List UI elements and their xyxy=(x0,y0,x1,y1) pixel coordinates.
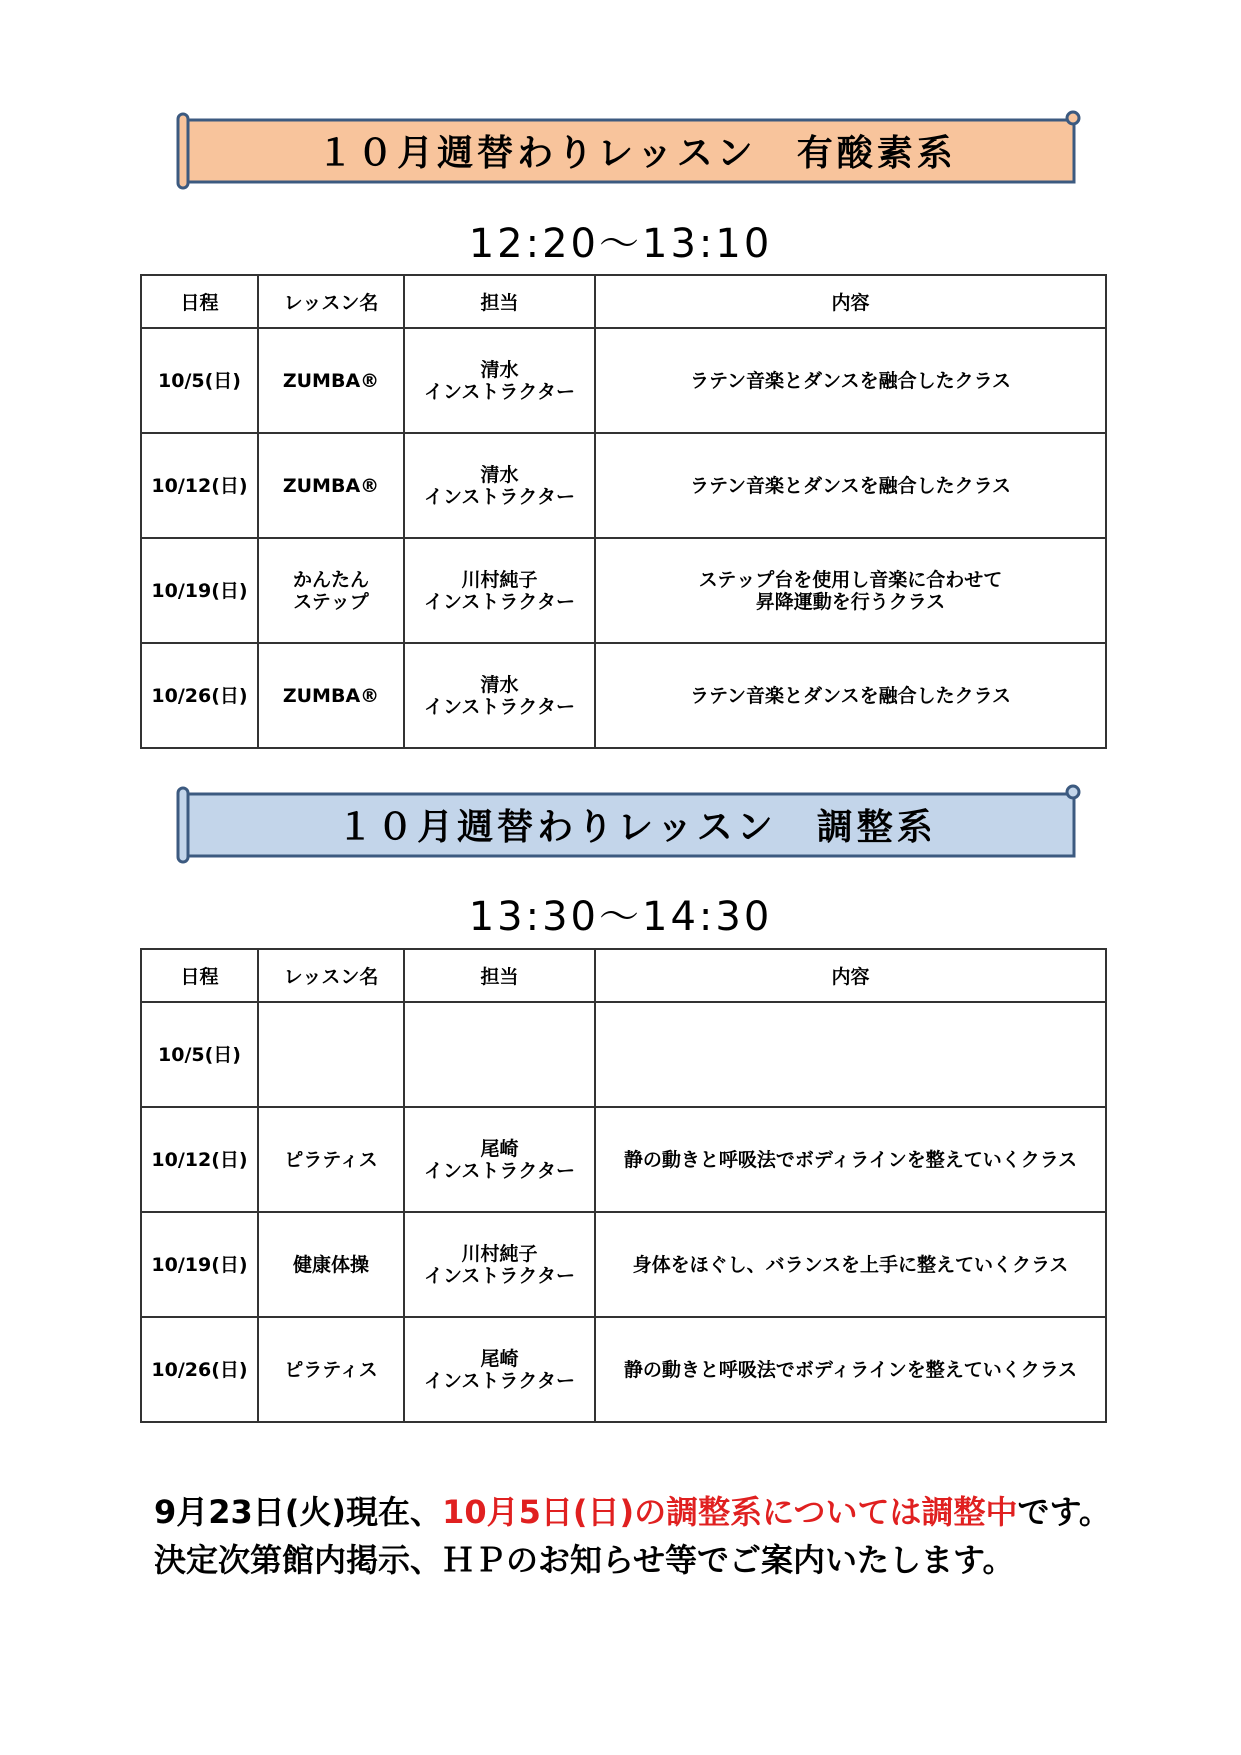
cell-instructor: 尾崎 インストラクター xyxy=(404,1107,595,1212)
notice-line-1: 9月23日(火)現在、10月5日(日)の調整系については調整中です。 xyxy=(154,1493,1111,1531)
header-instructor: 担当 xyxy=(404,275,595,328)
cell-instructor: 清水 インストラクター xyxy=(404,643,595,748)
table-header-row xyxy=(141,949,1106,1002)
cell-instructor: 尾崎 インストラクター xyxy=(404,1317,595,1422)
cell-instructor: 清水 インストラクター xyxy=(404,433,595,538)
time-slot: 12:20～13:10 xyxy=(468,221,773,267)
banner-title: １０月週替わりレッスン 調整系 xyxy=(337,806,937,848)
header-content: 内容 xyxy=(595,949,1106,1002)
cell-instructor: 清水 インストラクター xyxy=(404,328,595,433)
header-content: 内容 xyxy=(595,275,1106,328)
cell-content: 静の動きと呼吸法でボディラインを整えていくクラス xyxy=(595,1107,1106,1212)
cell-instructor xyxy=(404,1002,595,1107)
cell-content: ラテン音楽とダンスを融合したクラス xyxy=(595,433,1106,538)
banner-conditioning xyxy=(172,784,1092,864)
table-row xyxy=(141,1212,1106,1317)
schedule-table-aerobic xyxy=(140,274,1107,749)
cell-date: 10/19(日) xyxy=(141,1212,258,1317)
cell-date: 10/5(日) xyxy=(141,1002,258,1107)
cell-content xyxy=(595,1002,1106,1107)
cell-date: 10/5(日) xyxy=(141,328,258,433)
cell-lesson: ZUMBA® xyxy=(258,643,404,748)
cell-content: 身体をほぐし、バランスを上手に整えていくクラス xyxy=(595,1212,1106,1317)
cell-date: 10/26(日) xyxy=(141,643,258,748)
notice-text xyxy=(154,1488,1154,1584)
cell-lesson: ピラティス xyxy=(258,1317,404,1422)
cell-content: ラテン音楽とダンスを融合したクラス xyxy=(595,328,1106,433)
banner-aerobic xyxy=(172,110,1092,190)
notice-highlight: 10月5日(日)の調整系については調整中 xyxy=(442,1493,1018,1531)
cell-lesson xyxy=(258,1002,404,1107)
table-row xyxy=(141,328,1106,433)
table-row xyxy=(141,538,1106,643)
cell-content: 静の動きと呼吸法でボディラインを整えていくクラス xyxy=(595,1317,1106,1422)
schedule-table-conditioning xyxy=(140,948,1107,1423)
cell-date: 10/26(日) xyxy=(141,1317,258,1422)
header-lesson: レッスン名 xyxy=(258,949,404,1002)
cell-content: ラテン音楽とダンスを融合したクラス xyxy=(595,643,1106,748)
table-header-row xyxy=(141,275,1106,328)
notice-line-2: 決定次第館内掲示、ＨＰのお知らせ等でご案内いたします。 xyxy=(154,1541,1015,1579)
table-row xyxy=(141,643,1106,748)
header-instructor: 担当 xyxy=(404,949,595,1002)
cell-lesson: 健康体操 xyxy=(258,1212,404,1317)
header-date: 日程 xyxy=(141,949,258,1002)
table-row xyxy=(141,433,1106,538)
cell-lesson: ピラティス xyxy=(258,1107,404,1212)
cell-date: 10/19(日) xyxy=(141,538,258,643)
header-lesson: レッスン名 xyxy=(258,275,404,328)
banner-title: １０月週替わりレッスン 有酸素系 xyxy=(317,132,957,174)
time-slot: 13:30～14:30 xyxy=(468,894,773,940)
header-date: 日程 xyxy=(141,275,258,328)
cell-lesson: ZUMBA® xyxy=(258,328,404,433)
cell-instructor: 川村純子 インストラクター xyxy=(404,538,595,643)
cell-date: 10/12(日) xyxy=(141,433,258,538)
cell-lesson: かんたん ステップ xyxy=(258,538,404,643)
cell-lesson: ZUMBA® xyxy=(258,433,404,538)
cell-content: ステップ台を使用し音楽に合わせて 昇降運動を行うクラス xyxy=(595,538,1106,643)
table-row xyxy=(141,1107,1106,1212)
table-row xyxy=(141,1317,1106,1422)
cell-instructor: 川村純子 インストラクター xyxy=(404,1212,595,1317)
cell-date: 10/12(日) xyxy=(141,1107,258,1212)
table-row xyxy=(141,1002,1106,1107)
